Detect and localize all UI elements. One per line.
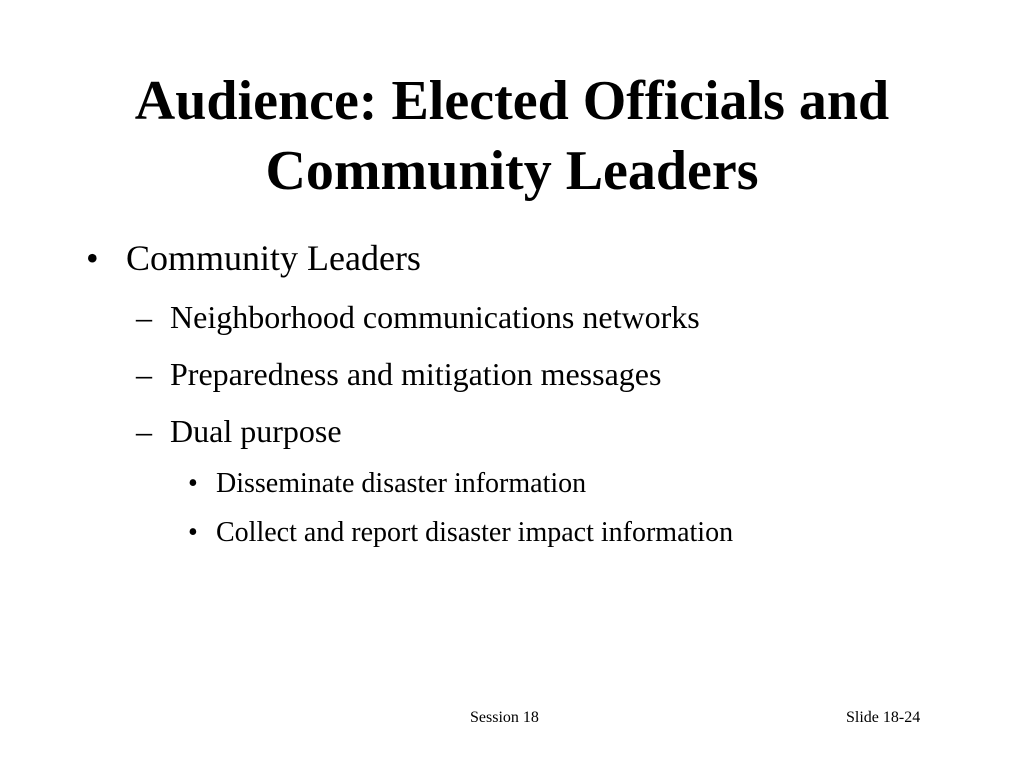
subbullet-preparedness-messages xyxy=(136,354,661,394)
footer-session: Session 18 xyxy=(470,709,539,726)
subsubbullet-disseminate xyxy=(188,467,586,501)
bullet-text: Community Leaders xyxy=(126,238,421,278)
subsubbullet-text: Collect and report disaster impact information xyxy=(216,517,734,548)
slide-title-line-1: Audience: Elected Officials and xyxy=(134,70,890,132)
bullet-community-leaders xyxy=(86,236,421,280)
slide-title-line-2: Community Leaders xyxy=(265,140,759,202)
subbullet-text: Dual purpose xyxy=(170,413,342,449)
subbullet-text: Neighborhood communications networks xyxy=(170,299,700,335)
dash-marker: – xyxy=(136,356,152,392)
subbullet-text: Preparedness and mitigation messages xyxy=(170,356,662,392)
bullet-marker: • xyxy=(188,517,198,548)
dash-marker: – xyxy=(136,413,152,449)
dash-marker: – xyxy=(136,299,152,335)
subsubbullet-text: Disseminate disaster information xyxy=(216,468,587,499)
slide-title xyxy=(60,66,964,206)
footer-slide-number: Slide 18-24 xyxy=(846,709,921,726)
bullet-marker: • xyxy=(86,238,99,278)
bullet-marker: • xyxy=(188,468,198,499)
subsubbullet-collect-report xyxy=(188,516,733,550)
subbullet-dual-purpose xyxy=(136,411,342,451)
subbullet-neighborhood-networks xyxy=(136,297,700,337)
